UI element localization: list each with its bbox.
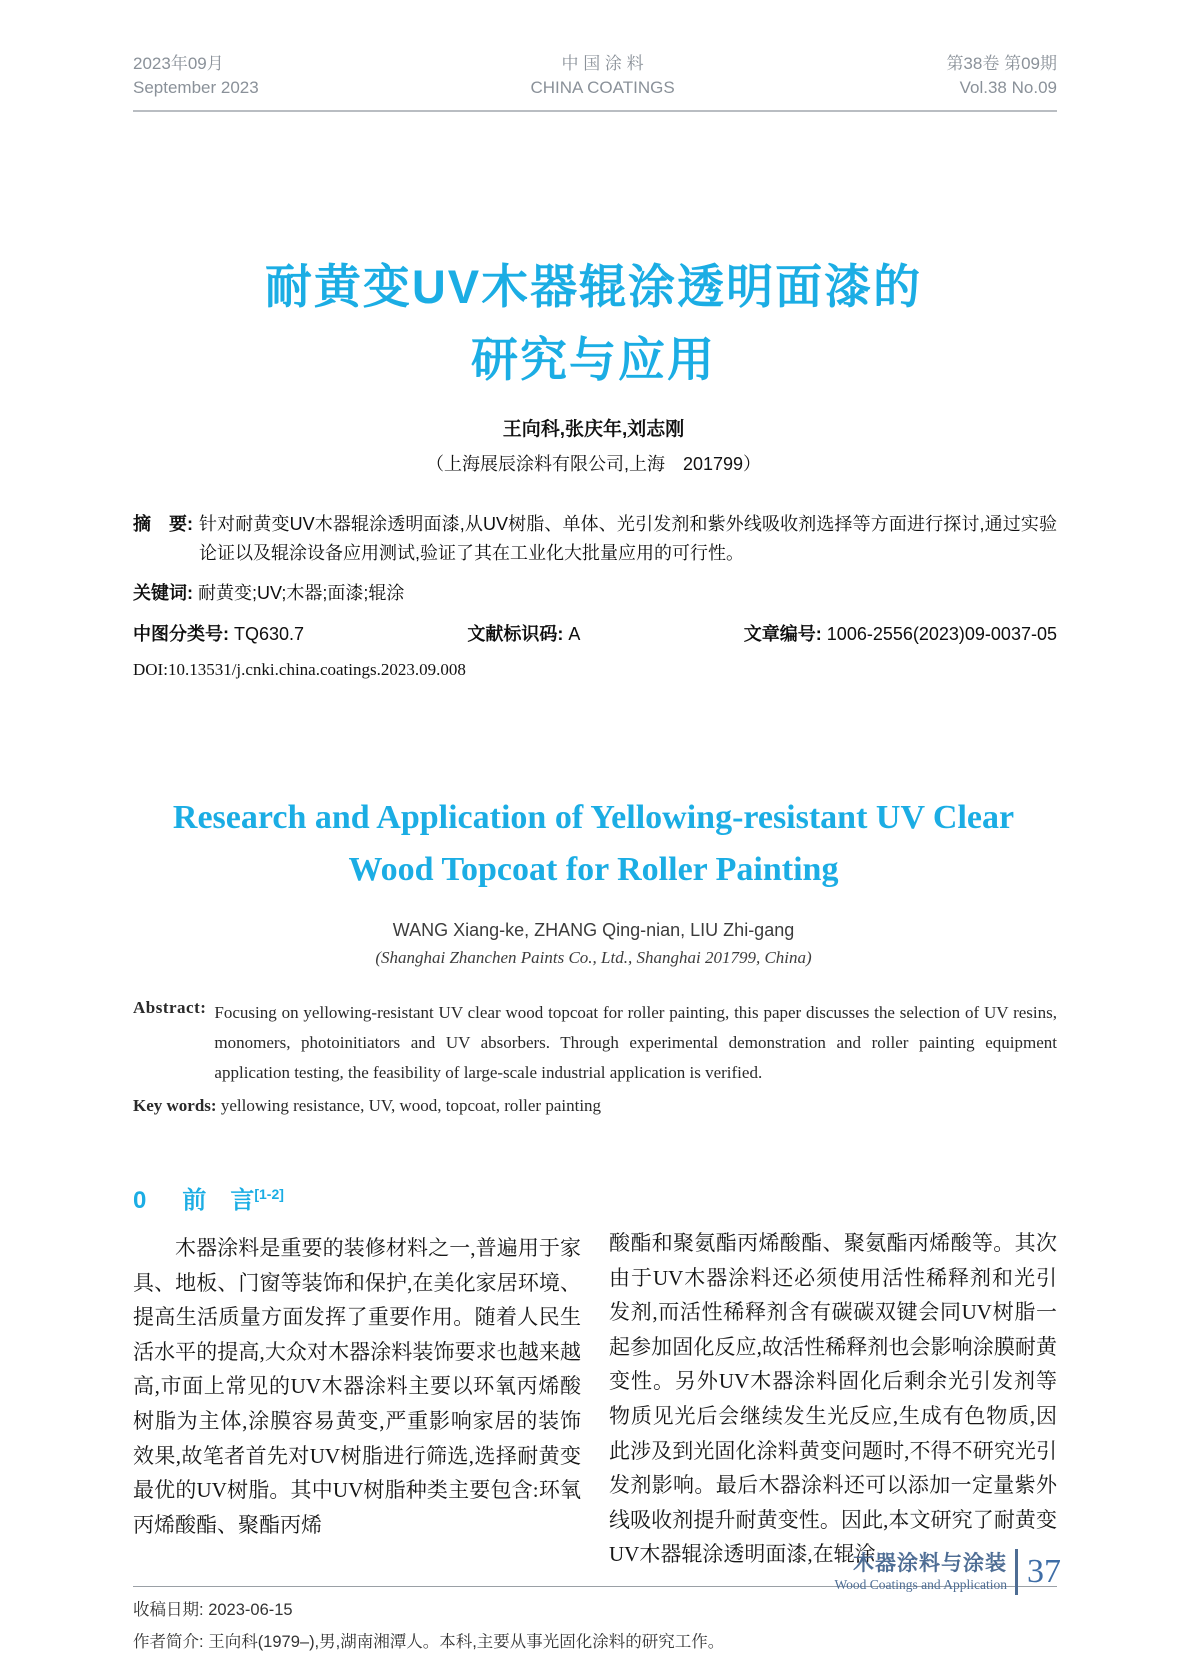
abstract-en-label: Abstract: <box>133 998 207 1017</box>
column-right <box>609 1180 1057 1572</box>
header-issue-cn: 第38卷 第09期 <box>946 54 1057 73</box>
doc-code-value: A <box>568 624 581 644</box>
column-left <box>133 1180 581 1572</box>
author-bio-label: 作者简介: <box>133 1632 204 1651</box>
article-title-en-line2: Wood Topcoat for Roller Painting <box>348 851 839 888</box>
authors-en: WANG Xiang-ke, ZHANG Qing-nian, LIU Zhi-gang <box>392 920 795 940</box>
abstract-en-text: Focusing on yellowing-resistant UV clear wood topcoat for roller painting, this paper discusses the selection of UV resins, monomers, photoinitiators and UV absorbers. Through experimental demonstration and roller painting equipment application testing, the feasibility of large-scale industrial application is verified. <box>214 1003 1057 1082</box>
intro-paragraph-right: 酸酯和聚氨酯丙烯酸酯、聚氨酯丙烯酸等。其次由于UV木器涂料还必须使用活性稀释剂和光引发剂,而活性稀释剂含有碳碳双键会同UV树脂一起参加固化反应,故活性稀释剂也会影响涂膜耐黄变性。另外UV木器涂料固化后剩余光引发剂等物质见光后会继续发生光反应,生成有色物质,因此涉及到光固化涂料黄变问题时,不得不研究光引发剂影响。最后木器涂料还可以添加一定量紫外线吸收剂提升耐黄变性。因此,本文研究了耐黄变UV木器辊涂透明面漆,在辊涂 <box>609 1231 1057 1567</box>
keywords-en-label: Key words: <box>133 1096 217 1115</box>
abstract-en-row <box>133 998 1057 1088</box>
column-title-cn: 木器涂料与涂装 <box>853 1551 1007 1575</box>
clc-value: TQ630.7 <box>234 624 305 644</box>
article-title-cn <box>0 250 1187 396</box>
abstract-cn-row <box>133 510 1057 568</box>
authors-cn: 王向科,张庆年,刘志刚 <box>502 419 685 440</box>
footer-divider <box>1015 1549 1018 1595</box>
author-bio-row <box>133 1630 1057 1654</box>
header-journal <box>530 52 674 100</box>
header-date-en: September 2023 <box>133 78 259 97</box>
header-date-cn: 2023年09月 <box>133 54 224 73</box>
page-number: 37 <box>1027 1553 1061 1590</box>
keywords-en-text: yellowing resistance, UV, wood, topcoat, roller painting <box>220 1096 602 1115</box>
section-0-number: 0 <box>133 1187 147 1214</box>
body-columns <box>133 1180 1057 1572</box>
keywords-en-row <box>133 1096 1057 1116</box>
article-id-value: 1006-2556(2023)09-0037-05 <box>826 624 1057 644</box>
abstract-cn-block <box>133 510 1057 680</box>
header-issue-en: Vol.38 No.09 <box>959 78 1057 97</box>
column-title <box>834 1552 1007 1593</box>
received-date-row <box>133 1598 1057 1622</box>
header-journal-cn: 中 国 涂 料 <box>561 54 644 73</box>
classification-row <box>133 620 1057 646</box>
page-footer <box>834 1549 1061 1595</box>
header-journal-en: CHINA COATINGS <box>530 78 675 97</box>
section-0-reference: [1-2] <box>254 1186 284 1202</box>
article-title-en <box>0 792 1187 896</box>
keywords-cn-row <box>133 579 1057 605</box>
affiliation-en: (Shanghai Zhanchen Paints Co., Ltd., Shanghai 201799, China) <box>375 948 812 967</box>
first-page-footnote <box>133 1586 1057 1654</box>
article-title-cn-line2: 研究与应用 <box>471 333 716 386</box>
clc-item <box>133 620 304 646</box>
doi-line: DOI:10.13531/j.cnki.china.coatings.2023.09.008 <box>133 660 466 679</box>
abstract-cn-label: 摘 要: <box>133 514 193 534</box>
header-date <box>133 52 259 100</box>
author-bio-value: 王向科(1979–),男,湖南湘潭人。本科,主要从事光固化涂料的研究工作。 <box>208 1632 725 1651</box>
section-0-heading <box>133 1180 581 1215</box>
affiliation-cn: （上海展辰涂料有限公司,上海 201799） <box>425 454 762 474</box>
received-date-label: 收稿日期: <box>133 1600 204 1619</box>
doc-code-label: 文献标识码: <box>467 624 564 644</box>
page-header <box>133 52 1057 112</box>
keywords-cn-text: 耐黄变;UV;木器;面漆;辊涂 <box>198 583 405 603</box>
header-issue <box>946 52 1057 100</box>
abstract-cn-text: 针对耐黄变UV木器辊涂透明面漆,从UV树脂、单体、光引发剂和紫外线吸收剂选择等方面进行探讨,通过实验论证以及辊涂设备应用测试,验证了其在工业化大批量应用的可行性。 <box>199 514 1057 563</box>
article-title-en-line1: Research and Application of Yellowing-resistant UV Clear <box>172 799 1015 836</box>
clc-label: 中图分类号: <box>133 624 229 644</box>
keywords-cn-label: 关键词: <box>133 583 193 603</box>
received-date-value: 2023-06-15 <box>208 1600 293 1619</box>
section-0-title: 前 言 <box>182 1187 255 1214</box>
article-id-item <box>744 620 1057 646</box>
intro-paragraph-left: 木器涂料是重要的装修材料之一,普遍用于家具、地板、门窗等装饰和保护,在美化家居环境、提高生活质量方面发挥了重要作用。随着人民生活水平的提高,大众对木器涂料装饰要求也越来越高,市面上常见的UV木器涂料主要以环氧丙烯酸树脂为主体,涂膜容易黄变,严重影响家居的装饰效果,故笔者首先对UV树脂进行筛选,选择耐黄变最优的UV树脂。其中UV树脂种类主要包含:环氧丙烯酸酯、聚酯丙烯 <box>133 1236 581 1537</box>
article-id-label: 文章编号: <box>743 624 822 644</box>
doc-code-item <box>467 620 580 646</box>
column-title-en: Wood Coatings and Application <box>834 1576 1007 1592</box>
article-title-cn-line1: 耐黄变UV木器辊涂透明面漆的 <box>264 260 923 313</box>
journal-page <box>0 52 1187 1652</box>
